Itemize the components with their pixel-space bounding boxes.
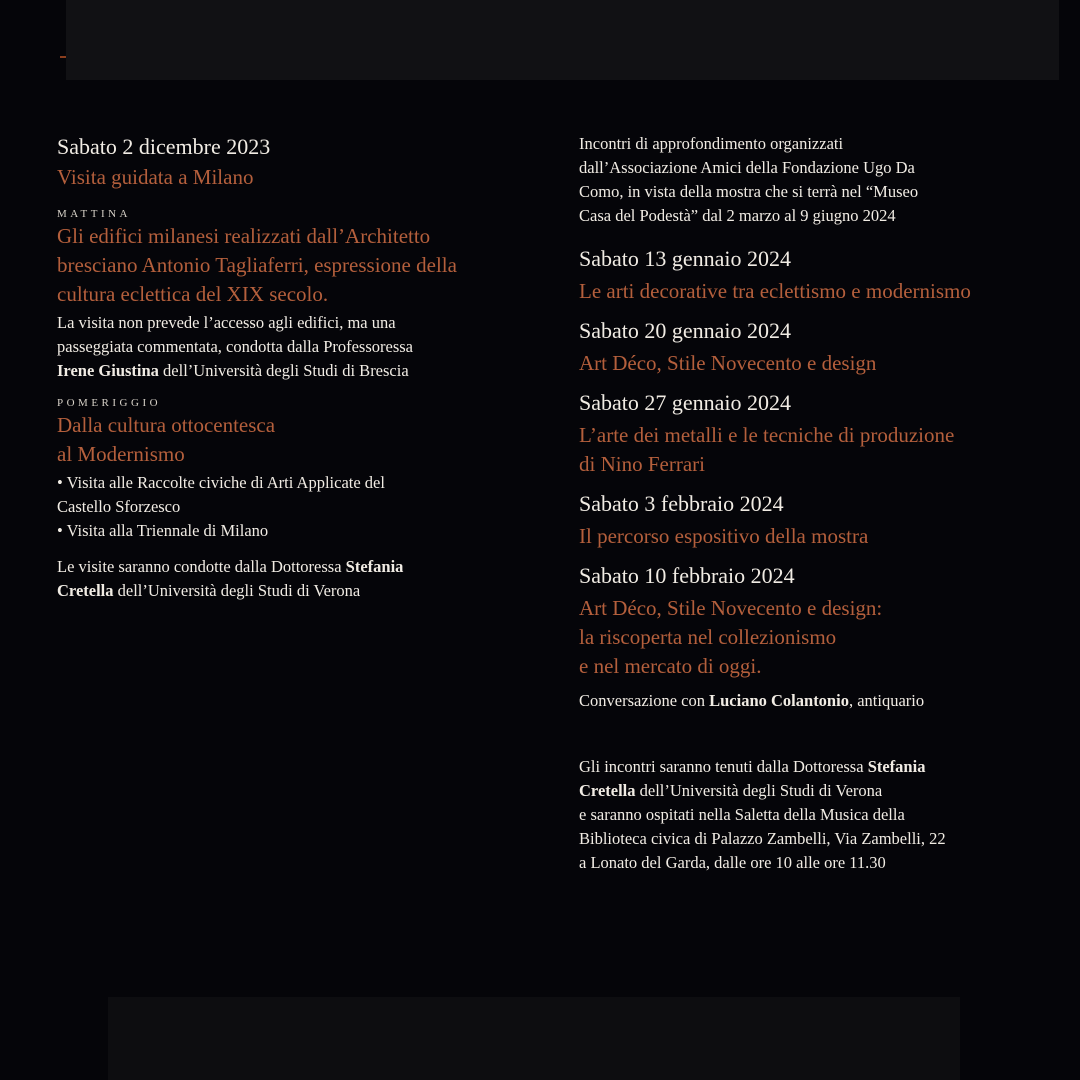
intro-line: dall’Associazione Amici della Fondazione Ugo Da bbox=[579, 158, 915, 177]
morning-title-line: bresciano Antonio Tagliaferri, espressione della bbox=[57, 253, 457, 277]
left-column bbox=[57, 132, 527, 603]
event-title: Art Déco, Stile Novecento e design: bbox=[579, 596, 883, 620]
host-name-first: Stefania bbox=[867, 757, 926, 776]
host-name-last: Cretella bbox=[579, 781, 636, 800]
series-intro bbox=[579, 132, 1049, 228]
speaker-role: , antiquario bbox=[848, 691, 925, 710]
host-affiliation: dell’Università degli Studi di Verona bbox=[635, 781, 883, 800]
event-date: Sabato 20 gennaio 2024 bbox=[579, 318, 792, 343]
event-title: e nel mercato di oggi. bbox=[579, 654, 762, 678]
event-5 bbox=[579, 561, 1049, 713]
event-title: Le arti decorative tra eclettismo e modernismo bbox=[579, 279, 971, 303]
morning-description bbox=[57, 311, 527, 383]
morning-title bbox=[57, 222, 527, 309]
event-3 bbox=[579, 388, 1049, 479]
closing-line: a Lonato del Garda, dalle ore 10 alle ore 11.30 bbox=[579, 853, 886, 872]
intro-line: Como, in vista della mostra che si terrà nel “Museo bbox=[579, 182, 919, 201]
event-date: Sabato 27 gennaio 2024 bbox=[579, 390, 792, 415]
bottom-dark-band bbox=[108, 997, 960, 1080]
closing-line: Biblioteca civica di Palazzo Zambelli, Via Zambelli, 22 bbox=[579, 829, 946, 848]
bullet-item: • Visita alla Triennale di Milano bbox=[57, 521, 269, 540]
speaker-name: Luciano Colantonio bbox=[709, 691, 849, 710]
event-date: Sabato 3 febbraio 2024 bbox=[579, 491, 784, 516]
event-2 bbox=[579, 316, 1049, 378]
orange-dash-mark bbox=[60, 56, 66, 58]
morning-desc-line: La visita non prevede l’accesso agli edifici, ma una bbox=[57, 313, 396, 332]
bullet-item: • Visita alle Raccolte civiche di Arti Applicate del bbox=[57, 473, 385, 492]
event-date: Sabato 10 febbraio 2024 bbox=[579, 563, 795, 588]
afternoon-title bbox=[57, 411, 527, 469]
morning-title-line: Gli edifici milanesi realizzati dall’Architetto bbox=[57, 224, 431, 248]
morning-desc-line bbox=[57, 359, 527, 383]
event-title: di Nino Ferrari bbox=[579, 452, 705, 476]
event-4 bbox=[579, 489, 1049, 551]
intro-line: Incontri di approfondimento organizzati bbox=[579, 134, 844, 153]
guide-name-last: Cretella bbox=[57, 581, 114, 600]
afternoon-kicker: POMERIGGIO bbox=[57, 397, 162, 409]
right-column bbox=[579, 132, 1049, 875]
top-dark-band bbox=[66, 0, 1059, 80]
closing-line: e saranno ospitati nella Saletta della Musica della bbox=[579, 805, 905, 824]
visit-date: Sabato 2 dicembre 2023 bbox=[57, 134, 271, 159]
event-talk bbox=[579, 689, 1049, 713]
visit-title: Visita guidata a Milano bbox=[57, 165, 254, 189]
closing-prefix: Gli incontri saranno tenuti dalla Dottoressa bbox=[579, 757, 868, 776]
closing-prefix: Le visite saranno condotte dalla Dottoressa bbox=[57, 557, 346, 576]
guide-affiliation: dell’Università degli Studi di Brescia bbox=[158, 361, 409, 380]
event-title: Il percorso espositivo della mostra bbox=[579, 524, 869, 548]
talk-prefix: Conversazione con bbox=[579, 691, 710, 710]
guide-name-first: Stefania bbox=[345, 557, 404, 576]
afternoon-closing bbox=[57, 555, 527, 603]
event-date: Sabato 13 gennaio 2024 bbox=[579, 246, 792, 271]
morning-kicker: MATTINA bbox=[57, 208, 131, 220]
bullet-item-continued: Castello Sforzesco bbox=[57, 497, 181, 516]
morning-title-line: cultura eclettica del XIX secolo. bbox=[57, 282, 329, 306]
afternoon-title-line: al Modernismo bbox=[57, 442, 185, 466]
event-title: la riscoperta nel collezionismo bbox=[579, 625, 837, 649]
intro-line: Casa del Podestà” dal 2 marzo al 9 giugno 2024 bbox=[579, 206, 896, 225]
event-title: L’arte dei metalli e le tecniche di produzione bbox=[579, 423, 955, 447]
afternoon-title-line: Dalla cultura ottocentesca bbox=[57, 413, 276, 437]
event-1 bbox=[579, 244, 1049, 306]
event-title: Art Déco, Stile Novecento e design bbox=[579, 351, 877, 375]
afternoon-bullet-list bbox=[57, 471, 527, 543]
guide-name-irene-giustina: Irene Giustina bbox=[57, 361, 159, 380]
morning-desc-line: passeggiata commentata, condotta dalla Professoressa bbox=[57, 337, 414, 356]
guide-affiliation: dell’Università degli Studi di Verona bbox=[113, 581, 361, 600]
series-closing bbox=[579, 755, 1049, 875]
